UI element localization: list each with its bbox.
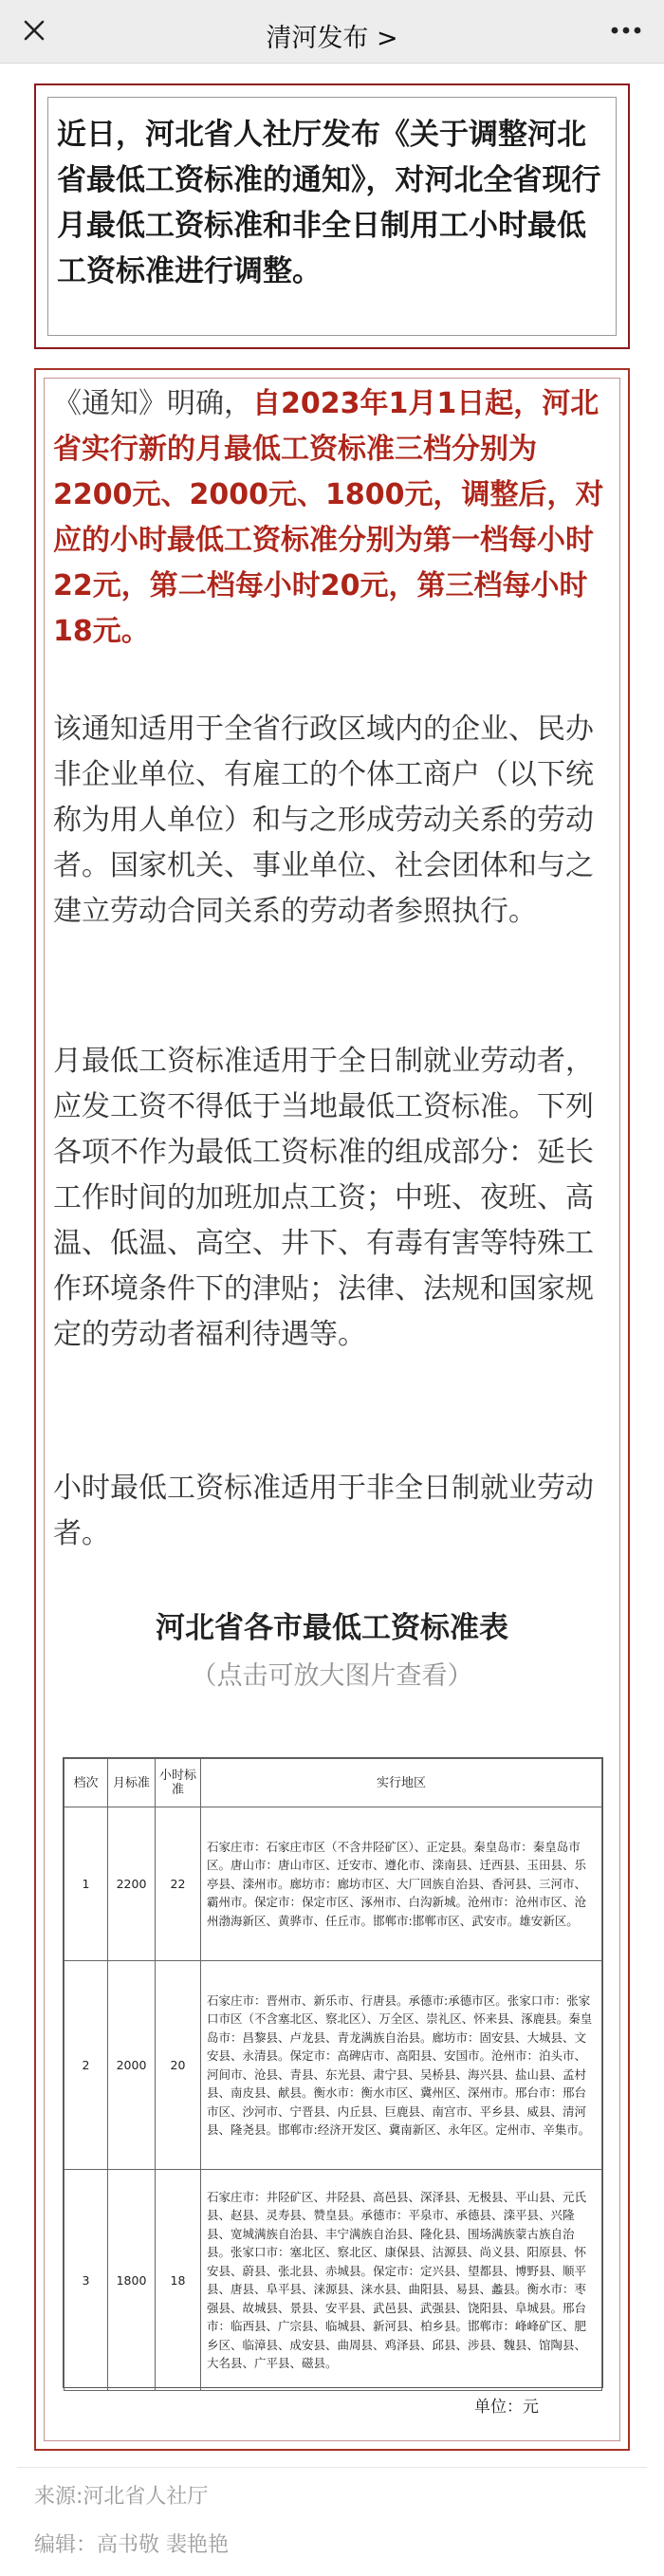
table-row [65, 1807, 602, 1961]
notice-highlight: 自2023年1月1日起，河北省实行新的月最低工资标准三档分别为2200元、2000元、1800元，调整后，对应的小时最低工资标准分别为第一档每小时22元，第二档每小时20元，第三档每小时18元。 [53, 387, 604, 648]
editor-text: 编辑：高书敬 裴艳艳 [34, 2533, 229, 2557]
cell-hourly: 20 [156, 1961, 201, 2170]
table-row [65, 2170, 602, 2391]
cell-region: 石家庄市：井陉矿区、井陉县、高邑县、深泽县、无极县、平山县、元氏县、赵县、灵寿县、赞皇县。承德市：平泉市、承德县、滦平县、兴隆县、宽城满族自治县、丰宁满族自治县、隆化县、围场满族蒙古族自治县。张家口市：塞北区、察北区、康保县、沽源县、尚义县、阳原县、怀安县、蔚县、张北县、赤城县。保定市：定兴县、望都县、博野县、顺平县、唐县、阜平县、涞源县、涞水县、曲阳县、易县、蠡县。衡水市：枣强县、故城县、景县、安平县、武邑县、武强县、饶阳县、阜城县。邢台市：临西县、广宗县、临城县、新河县、柏乡县。邯郸市：峰峰矿区、肥乡区、临漳县、成安县、曲周县、鸡泽县、邱县、涉县、魏县、馆陶县、大名县、广平县、磁县。 [201, 2170, 602, 2391]
paragraph-monthly: 月最低工资标准适用于全日制就业劳动者，应发工资不得低于当地最低工资标准。下列各项不作为最低工资标准的组成部分：延长工作时间的加班加点工资；中班、夜班、高温、低温、高空、井下、有毒有害等特殊工作环境条件下的津贴；法律、法规和国家规定的劳动者福利待遇等。 [53, 1045, 594, 1351]
footer-divider [17, 2467, 647, 2468]
cell-monthly: 2000 [108, 1961, 156, 2170]
paragraph-hourly: 小时最低工资标准适用于非全日制就业劳动者。 [53, 1472, 594, 1550]
nav-bar [0, 0, 664, 64]
cell-region: 石家庄市：石家庄市区（不含井陉矿区）、正定县。秦皇岛市：秦皇岛市区。唐山市：唐山市区、迁安市、遵化市、滦南县、迁西县、玉田县、乐亭县、滦州市。廊坊市：廊坊市区、大厂回族自治县、香河县、三河市、霸州市。保定市：保定市区、涿州市、白沟新城。沧州市：沧州市区、沧州渤海新区、黄骅市、任丘市。邯郸市:邯郸市区、武安市。雄安新区。 [201, 1807, 602, 1961]
notice-prefix: 《通知》明确， [53, 387, 252, 420]
cell-monthly: 1800 [108, 2170, 156, 2391]
cell-tier: 3 [65, 2170, 108, 2391]
cell-hourly: 22 [156, 1807, 201, 1961]
table-row [65, 1961, 602, 2170]
cell-monthly: 2200 [108, 1807, 156, 1961]
cell-hourly: 18 [156, 2170, 201, 2391]
header-monthly: 月标准 [108, 1759, 156, 1807]
wage-table-image[interactable] [63, 1757, 603, 2388]
table-note: （点击可放大图片查看） [191, 1661, 473, 1691]
account-title[interactable]: 清河发布 > [266, 24, 398, 53]
header-hourly: 小时标准 [156, 1759, 201, 1807]
cell-tier: 1 [65, 1807, 108, 1961]
cell-tier: 2 [65, 1961, 108, 2170]
intro-text: 近日，河北省人社厅发布《关于调整河北省最低工资标准的通知》，对河北全省现行月最低工资标准和非全日制用工小时最低工资标准进行调整。 [57, 118, 601, 288]
source-text: 来源:河北省人社厅 [34, 2485, 209, 2509]
paragraph-scope: 该通知适用于全省行政区域内的企业、民办非企业单位、有雇工的个体工商户（以下统称为用人单位）和与之形成劳动关系的劳动者。国家机关、事业单位、社会团体和与之建立劳动合同关系的劳动者参照执行。 [53, 713, 594, 928]
wage-table [64, 1758, 602, 2391]
table-title: 河北省各市最低工资标准表 [156, 1611, 508, 1645]
more-icon[interactable] [605, 15, 647, 46]
cell-region: 石家庄市：晋州市、新乐市、行唐县。承德市:承德市区。张家口市：张家口市区（不含塞北区、察北区）、万全区、崇礼区、怀来县、涿鹿县。秦皇岛市：昌黎县、卢龙县、青龙满族自治县。廊坊市：固安县、大城县、文安县、永清县。保定市：高碑店市、高阳县、安国市。沧州市：泊头市、河间市、沧县、青县、东光县、肃宁县、吴桥县、海兴县、盐山县、孟村县、南皮县、献县。衡水市：衡水市区、冀州区、深州市。邢台市：邢台市区、沙河市、宁晋县、内丘县、巨鹿县、南宫市、平乡县、威县、清河县、隆尧县。邯郸市:经济开发区、冀南新区、永年区。定州市、辛集市。 [201, 1961, 602, 2170]
header-tier: 档次 [65, 1759, 108, 1807]
header-region: 实行地区 [201, 1759, 602, 1807]
paragraph-notice [53, 381, 613, 655]
table-header-row [65, 1759, 602, 1807]
table-unit: 单位：元 [474, 2398, 539, 2417]
